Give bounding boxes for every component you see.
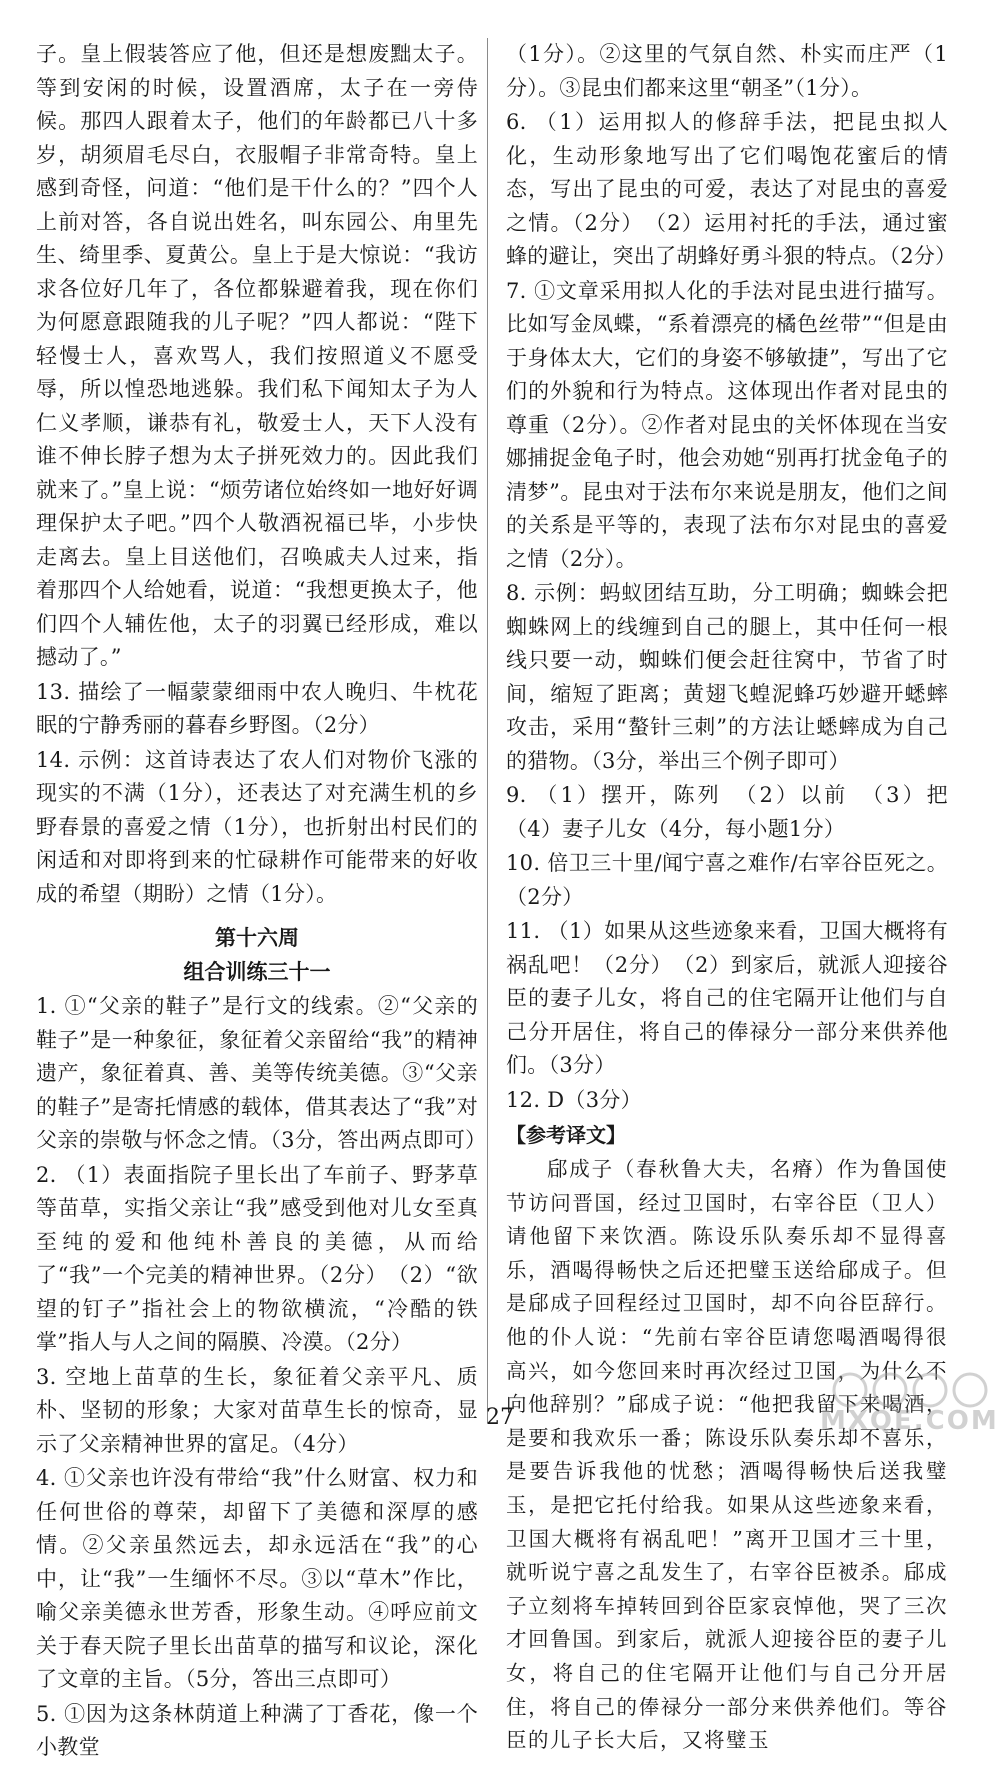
reference-translation: 郈成子（春秋鲁大夫，名瘠）作为鲁国使节访问晋国，经过卫国时，右宰谷臣（卫人）请他留下来饮酒。陈设乐队奏乐却不显得喜乐，酒喝得畅快之后还把璧玉送给郈成子。但是郈成子回程经过卫国时，却不向谷臣辞行。他的仆人说：“先前右宰谷臣请您喝酒喝得很高兴，如今您回来时再次经过卫国，为什么不向他辞别？”郈成子说：“他把我留下来喝酒，是要和我欢乐一番；陈设乐队奏乐却不喜乐，是要告诉我他的忧愁；酒喝得畅快后送我璧玉，是把它托付给我。如果从这些迹象来看，卫国大概将有祸乱吧！”离开卫国才三十里，就听说宁喜之乱发生了，右宰谷臣被杀。郈成子立刻将车掉转回到谷臣家哀悼他，哭了三次才回鲁国。到家后，就派人迎接谷臣的妻子儿女，将自己的住宅隔开让他们与自己分开居住，将自己的俸禄分一部分来供养他们。等谷臣的儿子长大后，又将璧玉 [506, 1157, 948, 1753]
column-divider [487, 38, 488, 1423]
reference-translation-label: 【参考译文】 [506, 1123, 626, 1147]
answer-7: 7. ①文章采用拟人化的手法对昆虫进行描写。比如写金凤蝶，“系着漂亮的橘色丝带”“但是由于身体太大，它们的身姿不够敏捷”，写出了它们的外貌和行为特点。这体现出作者对昆虫的尊重（2分）。②作者对昆虫的关怀体现在当安娜捕捉金龟子时，他会劝她“别再打扰金龟子的清梦”。昆虫对于法布尔来说是朋友，他们之间的关系是平等的，表现了法布尔对昆虫的喜爱之情（2分）。 [506, 278, 948, 571]
answer-11: 11. （1）如果从这些迹象来看，卫国大概将有祸乱吧！（2分） （2）到家后，就派人迎接谷臣的妻子儿女，将自己的住宅隔开让他们与自己分开居住，将自己的俸禄分一部分来供养他们。（3分） [506, 919, 948, 1077]
answer-13: 13. 描绘了一幅蒙蒙细雨中农人晚归、牛枕花眠的宁静秀丽的暮春乡野图。（2分） [36, 679, 478, 737]
watermark-text: MXQE.COM [820, 1406, 999, 1436]
answer-4: 4. ①父亲也许没有带给“我”什么财富、权力和任何世俗的尊荣，却留下了美德和深厚的感情。②父亲虽然远去，却永远活在“我”的心中，让“我”一生缅怀不尽。③以“草木”作比，喻父亲美德永世芳香，形象生动。④呼应前文关于春天院子里长出苗草的描写和议论，深化了文章的主旨。（5分，答出三点即可） [36, 1466, 478, 1691]
page-number: 27 [486, 1405, 514, 1430]
answer-12: 12. D（3分） [506, 1087, 642, 1112]
answer-1: 1. ①“父亲的鞋子”是行文的线索。②“父亲的鞋子”是一种象征，象征着父亲留给“我”的精神遗产，象征着真、善、美等传统美德。③“父亲的鞋子”是寄托情感的载体，借其表达了“我”对父亲的崇敬与怀念之情。（3分，答出两点即可） [36, 994, 487, 1152]
answer-3: 3. 空地上苗草的生长，象征着父亲平凡、质朴、坚韧的形象；大家对苗草生长的惊奇，显示了父亲精神世界的富足。（4分） [36, 1364, 478, 1456]
translation-continued-paragraph: 子。皇上假装答应了他，但还是想废黜太子。等到安闲的时候，设置酒席，太子在一旁侍候。那四人跟着太子，他们的年龄都已八十多岁，胡须眉毛尽白，衣服帽子非常奇特。皇上感到奇怪，问道：“他们是干什么的？”四个人上前对答，各自说出姓名，叫东园公、甪里先生、绮里季、夏黄公。皇上于是大惊说：“我访求各位好几年了，各位都躲避着我，现在你们为何愿意跟随我的儿子呢？”四人都说：“陛下轻慢士人，喜欢骂人，我们按照道义不愿受辱，所以惶恐地逃躲。我们私下闻知太子为人仁义孝顺，谦恭有礼，敬爱士人，天下人没有谁不伸长脖子想为太子拼死效力的。因此我们就来了。”皇上说：“烦劳诸位始终如一地好好调理保护太子吧。”四个人敬酒祝福已毕，小步快走离去。皇上目送他们，召唤戚夫人过来，指着那四个人给她看，说道：“我想更换太子，他们四个人辅佐他，太子的羽翼已经形成，难以撼动了。” [36, 42, 478, 669]
answer-2: 2. （1）表面指院子里长出了车前子、野茅草等苗草，实指父亲让“我”感受到他对儿女至真至纯的爱和他纯朴善良的美德，从而给了“我”一个完美的精神世界。（2分） （2）“欲望的钉子”指社会上的物欲横流，“冷酷的铁掌”指人与人之间的隔膜、冷漠。（2分） [36, 1162, 478, 1354]
answer-8: 8. 示例：蚂蚁团结互助，分工明确；蜘蛛会把蜘蛛网上的线缠到自己的腿上，其中任何一根线只要一动，蜘蛛们便会赶往窝中，节省了时间，缩短了距离；黄翅飞蝗泥蜂巧妙避开蟋蟀攻击，采用“螯针三刺”的方法让蟋蟀成为自己的猎物。（3分，举出三个例子即可） [506, 581, 948, 773]
answer-5-continued: （1分）。②这里的气氛自然、朴实而庄严（1分）。③昆虫们都来这里“朝圣”（1分）。 [506, 42, 948, 100]
answer-10: 10. 倍卫三十里/闻宁喜之难作/右宰谷臣死之。（2分） [506, 851, 948, 909]
week-title: 第十六周 [215, 926, 299, 950]
left-column [36, 38, 487, 1765]
section-title: 组合训练三十一 [183, 960, 331, 984]
watermark-badge-icon [820, 1370, 990, 1410]
answer-6: 6. （1）运用拟人的修辞手法，把昆虫拟人化，生动形象地写出了它们喝饱花蜜后的情态，写出了昆虫的可爱，表达了对昆虫的喜爱之情。（2分） （2）运用衬托的手法，通过蜜蜂的避让，突出了胡蜂好勇斗狠的特点。（2分） [506, 110, 957, 268]
answer-9: 9. （1）摆开，陈列 （2）以前 （3）把 （4）妻子儿女（4分，每小题1分） [506, 783, 970, 841]
watermark-logo [820, 1370, 999, 1440]
answer-5: 5. ①因为这条林荫道上种满了丁香花，像一个小教堂 [36, 1701, 478, 1759]
right-column [506, 38, 970, 1758]
answer-14: 14. 示例：这首诗表达了农人们对物价飞涨的现实的不满（1分），还表达了对充满生机的乡野春景的喜爱之情（1分），也折射出村民们的闲适和对即将到来的忙碌耕作可能带来的好收成的希望（期盼）之情（1分）。 [36, 747, 478, 906]
